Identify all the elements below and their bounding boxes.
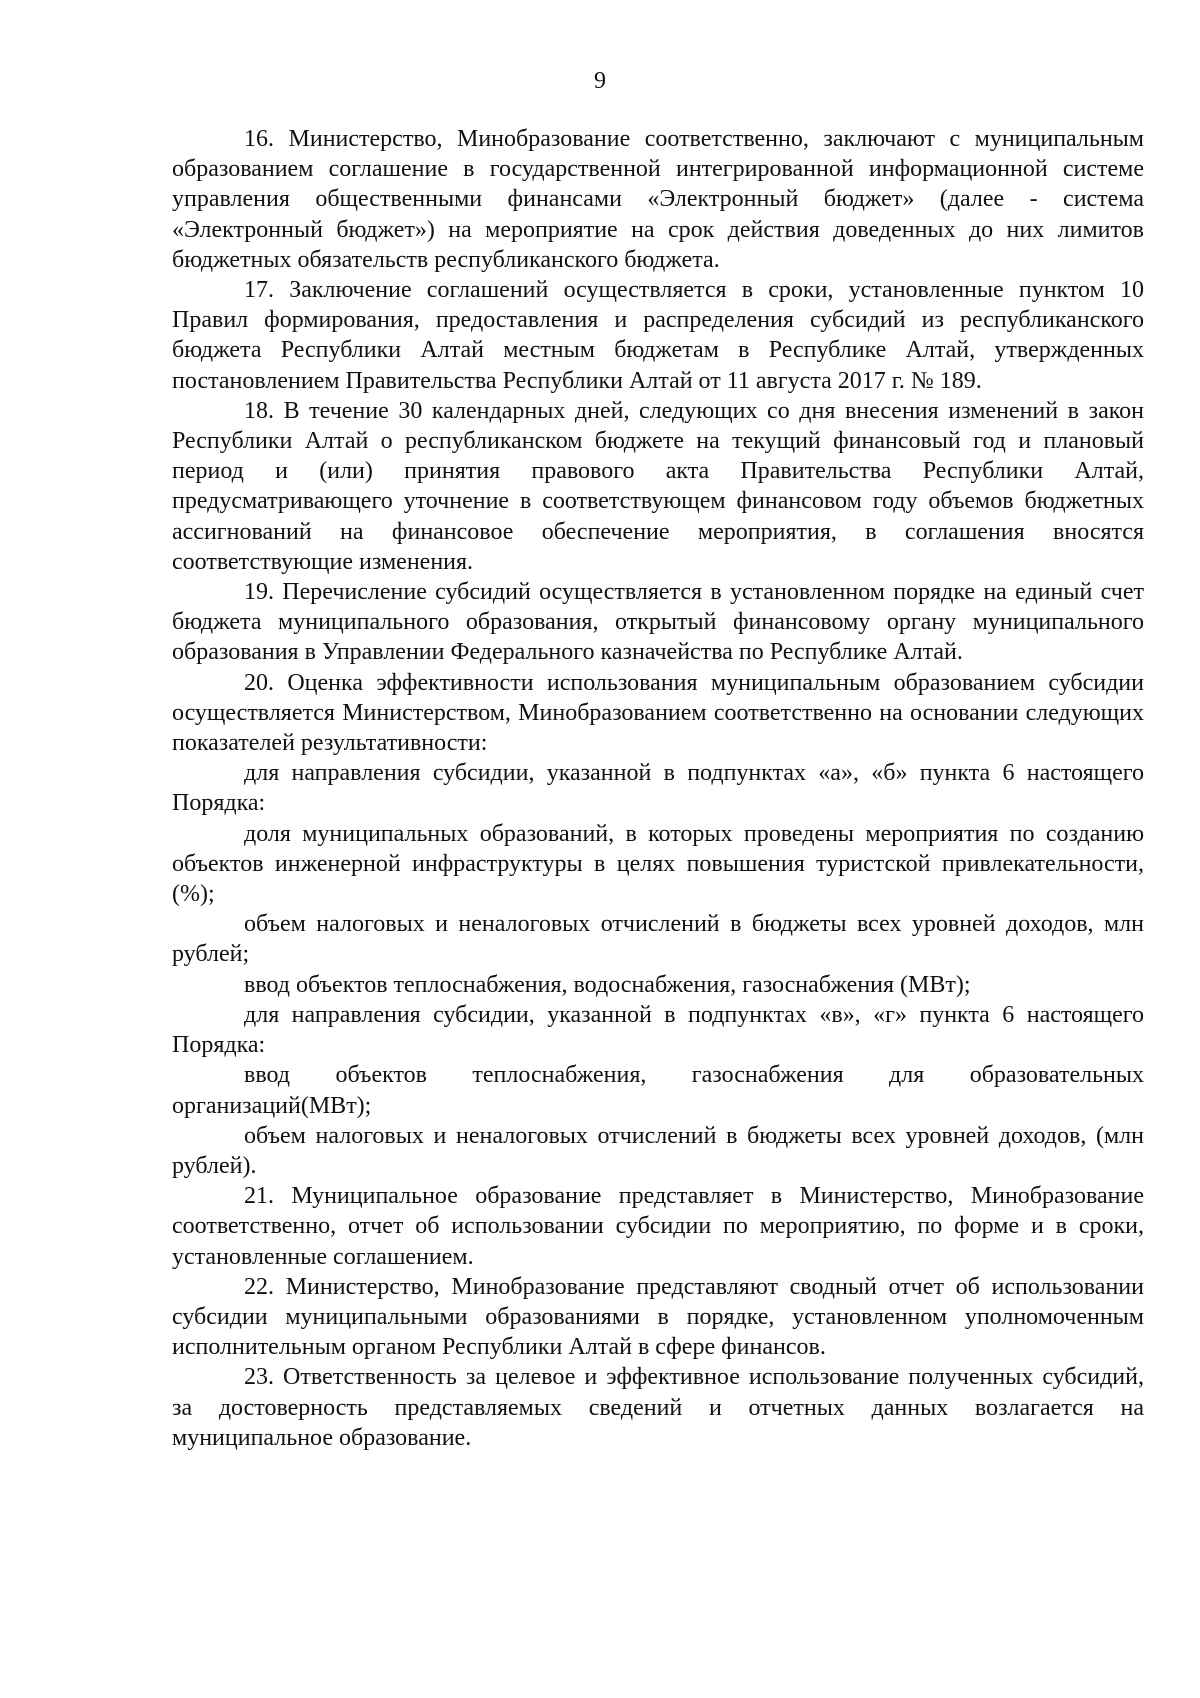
paragraph-18: 18. В течение 30 календарных дней, следующих со дня внесения изменений в закон Республики Алтай о республиканском бюджете на текущий финансовый год и плановый период и (или) принятия правового акта Правительства Республики Алтай, предусматривающего уточнение в соответствующем финансовом году объемов бюджетных ассигнований на финансовое обеспечение мероприятия, в соглашения вносятся соответствующие изменения. <box>172 397 1144 575</box>
paragraph-17: 17. Заключение соглашений осуществляется в сроки, установленные пунктом 10 Правил формирования, предоставления и распределения субсидий из республиканского бюджета Республики Алтай местным бюджетам в Республике Алтай, утвержденных постановлением Правительства Республики Алтай от 11 августа 2017 г. № 189. <box>172 277 1144 394</box>
paragraph-23: 23. Ответственность за целевое и эффективное использование полученных субсидий, за достоверность представляемых сведений и отчетных данных возлагается на муниципальное образование. <box>172 1364 1144 1451</box>
paragraph-22: 22. Министерство, Минобразование представляют сводный отчет об использовании субсидии муниципальными образованиями в порядке, установленном уполномоченным исполнительным органом Республики Алтай в сфере финансов. <box>172 1273 1144 1361</box>
paragraph-21: 21. Муниципальное образование представляет в Министерство, Минобразование соответственно, отчет об использовании субсидии по мероприятию, по форме и в сроки, установленные соглашением. <box>172 1183 1144 1270</box>
page-number: 9 <box>594 68 606 94</box>
indicator-group-v-g-heading: для направления субсидии, указанной в подпунктах «в», «г» пункта 6 настоящего Порядка: <box>172 1001 1144 1059</box>
indicator-tax-revenue-2: объем налоговых и неналоговых отчислений в бюджеты всех уровней доходов, (млн рублей). <box>172 1122 1144 1179</box>
indicator-group-a-b-heading: для направления субсидии, указанной в подпунктах «а», «б» пункта 6 настоящего Порядка: <box>172 760 1144 817</box>
paragraph-19: 19. Перечисление субсидий осуществляется в установленном порядке на единый счет бюджета муниципального образования, открытый финансовому органу муниципального образования в Управлении Федерального казначейства по Республике Алтай. <box>172 579 1144 666</box>
document-body <box>172 124 1144 1453</box>
paragraph-20: 20. Оценка эффективности использования муниципальным образованием субсидии осуществляется Министерством, Минобразованием соответственно на основании следующих показателей результативности: <box>172 669 1144 757</box>
indicator-tax-revenue: объем налоговых и неналоговых отчислений в бюджеты всех уровней доходов, млн рублей; <box>172 911 1144 968</box>
indicator-share-municipalities: доля муниципальных образований, в которых проведены мероприятия по созданию объектов инженерной инфраструктуры в целях повышения туристской привлекательности, (%); <box>172 820 1144 908</box>
indicator-educational-facilities: ввод объектов теплоснабжения, газоснабжения для образовательных организаций(МВт); <box>172 1062 1144 1119</box>
paragraph-16: 16. Министерство, Минобразование соответственно, заключают с муниципальным образованием соглашение в государственной интегрированной информационной системе управления общественными финансами «Электронный бюджет» (далее - система «Электронный бюджет») на мероприятие на срок действия доведенных до них лимитов бюджетных обязательств республиканского бюджета. <box>172 126 1144 273</box>
indicator-facilities-commissioning: ввод объектов теплоснабжения, водоснабжения, газоснабжения (МВт); <box>244 971 971 998</box>
